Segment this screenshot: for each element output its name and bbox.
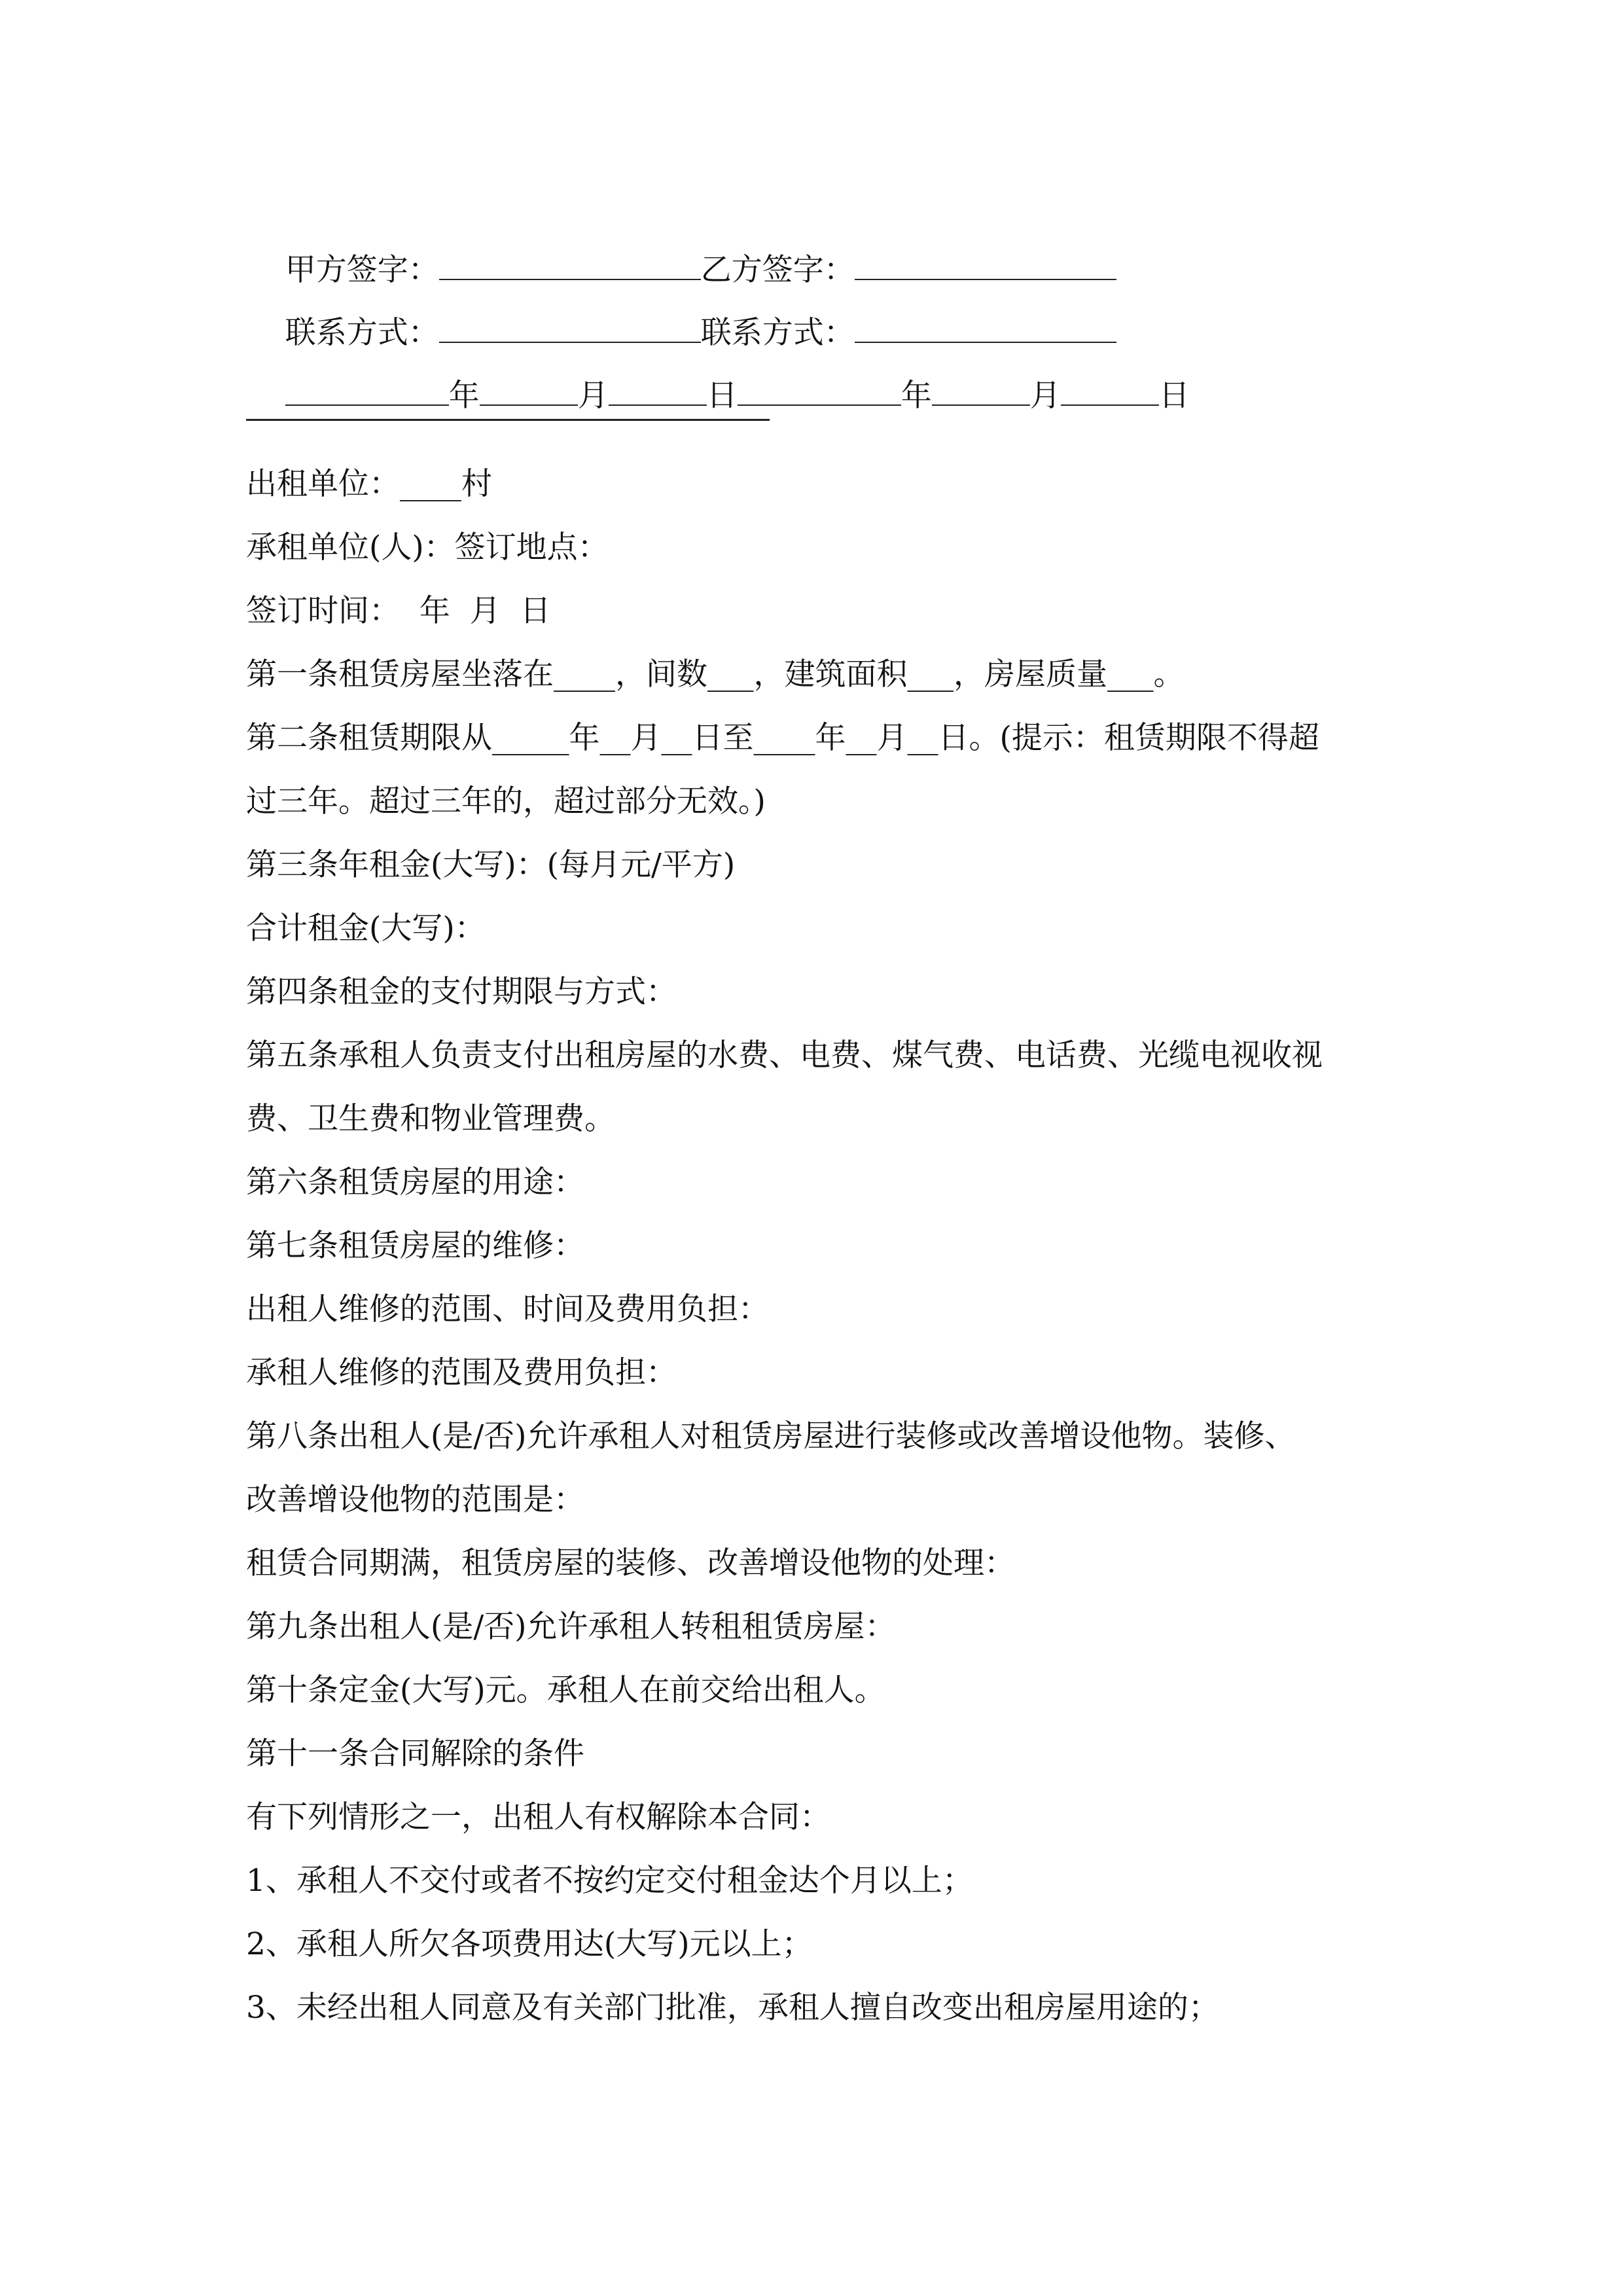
party-b-contact-label: 联系方式：: [700, 315, 855, 351]
body-line: 承租单位(人)：签订地点：: [246, 529, 609, 565]
body-line: 第一条租赁房屋坐落在____，间数___，建筑面积___，房屋质量___。: [246, 656, 1185, 692]
party-a-year-blank: [285, 374, 449, 406]
body-line: 改善增设他物的范围是：: [246, 1482, 584, 1518]
body-line: 2、承租人所欠各项费用达(大写)元以上；: [246, 1926, 813, 1962]
party-a-day-blank: [609, 374, 707, 406]
body-line: 有下列情形之一，出租人有权解除本合同：: [246, 1799, 830, 1835]
body-line: 第五条承租人负责支付出租房屋的水费、电费、煤气费、电话费、光缆电视收视: [246, 1037, 1323, 1073]
body-line: 第六条租赁房屋的用途：: [246, 1164, 584, 1200]
body-line: 第七条租赁房屋的维修：: [246, 1228, 584, 1264]
party-a-month-label: 月: [577, 378, 609, 414]
body-line: 第八条出租人(是/否)允许承租人对租赁房屋进行装修或改善增设他物。装修、: [246, 1418, 1296, 1454]
body-line: 第九条出租人(是/否)允许承租人转租租赁房屋：: [246, 1609, 896, 1645]
body-line: 3、未经出租人同意及有关部门批准，承租人擅自改变出租房屋用途的；: [246, 1990, 1219, 2026]
party-b-signature-label: 乙方签字：: [700, 252, 855, 288]
section-divider: [246, 419, 770, 421]
party-a-day-label: 日: [706, 378, 738, 414]
body-line: 出租单位：____村: [246, 466, 492, 502]
body-line: 承租人维修的范围及费用负担：: [246, 1355, 677, 1391]
party-b-year-blank: [738, 374, 901, 406]
body-line: 1、承租人不交付或者不按约定交付租金达个月以上；: [246, 1863, 973, 1899]
party-a-contact-label: 联系方式：: [285, 315, 439, 351]
body-line: 出租人维修的范围、时间及费用负担：: [246, 1291, 769, 1327]
body-line: 第十一条合同解除的条件: [246, 1736, 584, 1772]
party-a-month-blank: [480, 374, 578, 406]
party-a-signature-label: 甲方签字：: [285, 252, 439, 288]
party-b-month-blank: [932, 374, 1030, 406]
party-b-month-label: 月: [1029, 378, 1061, 414]
body-line: 过三年。超过三年的，超过部分无效。): [246, 783, 766, 819]
body-line: 第十条定金(大写)元。承租人在前交给出租人。: [246, 1672, 885, 1708]
party-a-year-label: 年: [448, 378, 480, 414]
body-line: 第三条年租金(大写)：(每月元/平方): [246, 847, 736, 883]
body-line: 签订时间： 年 月 日: [246, 593, 551, 629]
body-line: 第四条租金的支付期限与方式：: [246, 974, 677, 1010]
party-b-day-blank: [1061, 374, 1159, 406]
body-line: 合计租金(大写)：: [246, 910, 486, 946]
party-b-day-label: 日: [1158, 378, 1190, 414]
body-line: 费、卫生费和物业管理费。: [246, 1101, 615, 1137]
party-b-year-label: 年: [901, 378, 932, 414]
body-line: 租赁合同期满，租赁房屋的装修、改善增设他物的处理：: [246, 1545, 1015, 1581]
date-row: [246, 335, 1190, 455]
body-line: 第二条租赁期限从_____年__月__日至____年__月__日。(提示：租赁期限不得超: [246, 720, 1319, 756]
